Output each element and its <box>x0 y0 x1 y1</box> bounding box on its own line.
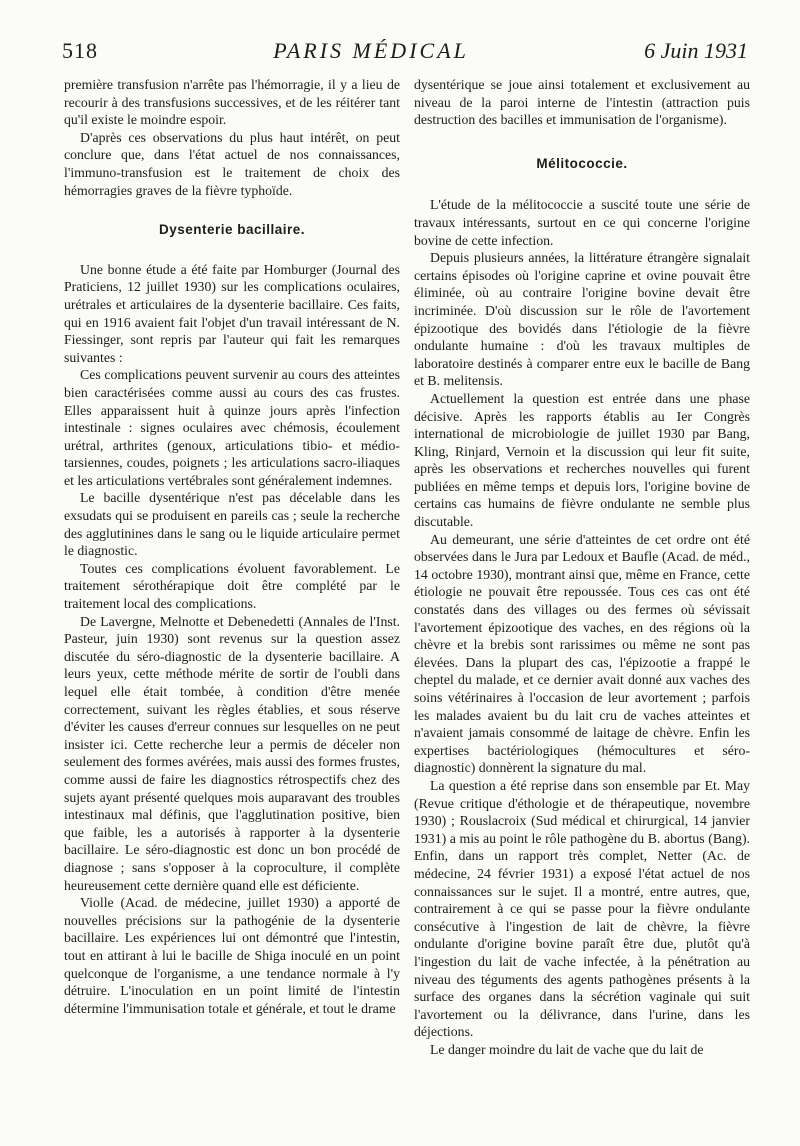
paragraph: Le bacille dysentérique n'est pas décelable dans les exsudats qui se produisent en pareils cas ; seule la recherche des agglutinines dans le sang ou le liquide articulaire permet le diagnostic. <box>64 490 400 559</box>
paragraph: Une bonne étude a été faite par Homburger (Journal des Praticiens, 12 juillet 1930) sur les complications oculaires, urétrales et articulaires de la dysenterie bacillaire. Ces faits, qui en 1916 avaient fait l'objet d'un travail intéressant de N. Fiessinger, sont repris par l'auteur qui fait les remarques suivantes : <box>64 261 400 365</box>
paragraph: L'étude de la mélitococcie a suscité toute une série de travaux intéressants, surtout en ce qui concerne l'origine bovine de cette infection. <box>414 197 750 248</box>
paragraph: De Lavergne, Melnotte et Debenedetti (Annales de l'Inst. Pasteur, juin 1930) sont revenus sur la question assez discutée du séro-diagnostic de la dysenterie bacillaire. A leurs yeux, cette méthode mérite de sortir de l'oubli dans lequel elle était tombée, à condition d'être menée correctement, suivant les règles établies, et sous réserve d'éviter les causes d'erreur connues sur lesquelles on ne peut insister ici. Cette recherche leur a permis de déceler non seulement des formes avérées, mais aussi des formes frustes, comme aussi de faire les diagnostics rétrospectifs chez des sujets ayant présenté quelques mois auparavant des troubles intestinaux mal définis, que l'agglutination positive, bien que faible, les a autorisés à rapporter à la dysenterie bacillaire. Le séro-diagnostic est donc un bon procédé de diagnose ; sans s'opposer à la coproculture, il complète heureusement cette dernière quand elle est déficiente. <box>64 613 400 893</box>
paragraph: Depuis plusieurs années, la littérature étrangère signalait certains épisodes où l'origine caprine et ovine pouvait être éliminée, où au contraire l'origine bovine devait être incriminée. D'où discussion sur le rôle de l'avortement épizootique des bovidés dans l'étiologie de la fièvre ondulante humaine : d'où les travaux multiples de laboratoire destinés à comparer entre eux le bacille de Bang et B. melitensis. <box>414 250 750 389</box>
paragraph: Ces complications peuvent survenir au cours des atteintes bien caractérisées comme aussi au cours des cas frustes. Elles apparaissent huit à quinze jours après l'infection intestinale : signes oculaires avec chémosis, écoulement urétral, arthrites (genoux, articulations tibio- et médio-tarsiennes, coudes, poignets ; les articulations sacro-iliaques et les articulations vertébrales sont généralement indemnes. <box>64 367 400 488</box>
issue-date: 6 Juin 1931 <box>644 38 748 63</box>
paragraph: Au demeurant, une série d'atteintes de cet ordre ont été observées dans le Jura par Ledoux et Baufle (Acad. de méd., 14 octobre 1930), montrant ainsi que, même en France, cette étiologie ne pouvait être repoussée. Tous ces cas ont été constatés dans des villages ou des fermes où sévissait l'avortement épizootique des vaches, en des régions où la chèvre et la brebis sont rarissimes ou même ne sont pas élevées. Dans la plupart des cas, l'épizootie a frappé le cheptel du malade, et ce dernier avait donné aux vaches des soins vétérinaires à l'occasion de leur avortement ; parfois les malades avaient bu du lait cru de vaches atteintes et n'avaient jamais consommé de laitage de chèvre. Enfin les expertises bactériologiques (hémocultures et séro-diagnostic) donnèrent la signature du mal. <box>414 531 750 776</box>
paragraph: D'après ces observations du plus haut intérêt, on peut conclure que, dans l'état actuel de nos connaissances, l'immuno-transfusion est le traitement de choix des hémorragies graves de la fièvre typhoïde. <box>64 129 400 198</box>
right-column <box>414 76 750 1058</box>
paragraph: Toutes ces complications évoluent favorablement. Le traitement sérothérapique doit être complété par le traitement local des complications. <box>64 560 400 612</box>
journal-title: PARIS MÉDICAL <box>273 38 469 63</box>
paragraph: Actuellement la question est entrée dans une phase décisive. Après les rapports établis au Ier Congrès international de microbiologie de juillet 1930 par Bang, Kling, Rinjard, Vernoin et la discussion qui leur fit suite, après les observations et recherches nouvelles qui furent publiées en même temps et depuis lors, l'origine bovine de certains cas humains de fièvre ondulante ne semble plus discutable. <box>414 390 750 530</box>
paragraph: dysentérique se joue ainsi totalement et exclusivement au niveau de la paroi interne de l'intestin (attraction puis destruction des bacilles et immunisation de l'organisme). <box>414 77 750 128</box>
page-number: 518 <box>62 38 98 63</box>
running-header <box>62 38 748 74</box>
paragraph: Violle (Acad. de médecine, juillet 1930) a apporté de nouvelles précisions sur la pathogénie de la dysenterie bacillaire. Les expériences lui ont démontré que l'intestin, tout en attirant à lui le bacille de Shiga inoculé en un point quelconque de l'organisme, a une tendance normale à l'y détruire. L'inoculation en un point limité de l'intestin détermine l'immunisation totale et générale, et tout le drame <box>64 895 400 1016</box>
paragraph: Le danger moindre du lait de vache que du lait de <box>430 1041 704 1057</box>
section-heading-dysenterie: Dysenterie bacillaire. <box>158 222 306 238</box>
paragraph: première transfusion n'arrête pas l'hémorragie, il y a lieu de recourir à des transfusions successives, et de les réitérer tant qu'il existe le moindre espoir. <box>64 77 400 128</box>
left-column <box>64 76 400 1017</box>
section-heading-melitococcie: Mélitococcie. <box>536 155 628 171</box>
paragraph: La question a été reprise dans son ensemble par Et. May (Revue critique d'éthologie et de thérapeutique, novembre 1930) ; Rouslacroix (Sud médical et chirurgical, 14 janvier 1931) a mis au point le rôle pathogène du B. abortus (Bang). Enfin, dans un rapport très complet, Netter (Ac. de médecine, 24 février 1931) a exposé l'état actuel de nos connaissances sur le sujet. Il a montré, entre autres, que, contrairement à ce qui se passe pour la fièvre ondulante consécutive à l'ingestion de lait de chèvre, la fièvre ondulante d'origine bovine paraît être due, plutôt qu'à l'ingestion du lait de vache infectée, à la pénétration au niveau des téguments des agents pathogènes présents à la surface des organes dans la sécrétion vaginale qui suit l'avortement ou la délivrance, dans l'urine, dans les déjections. <box>414 777 750 1040</box>
